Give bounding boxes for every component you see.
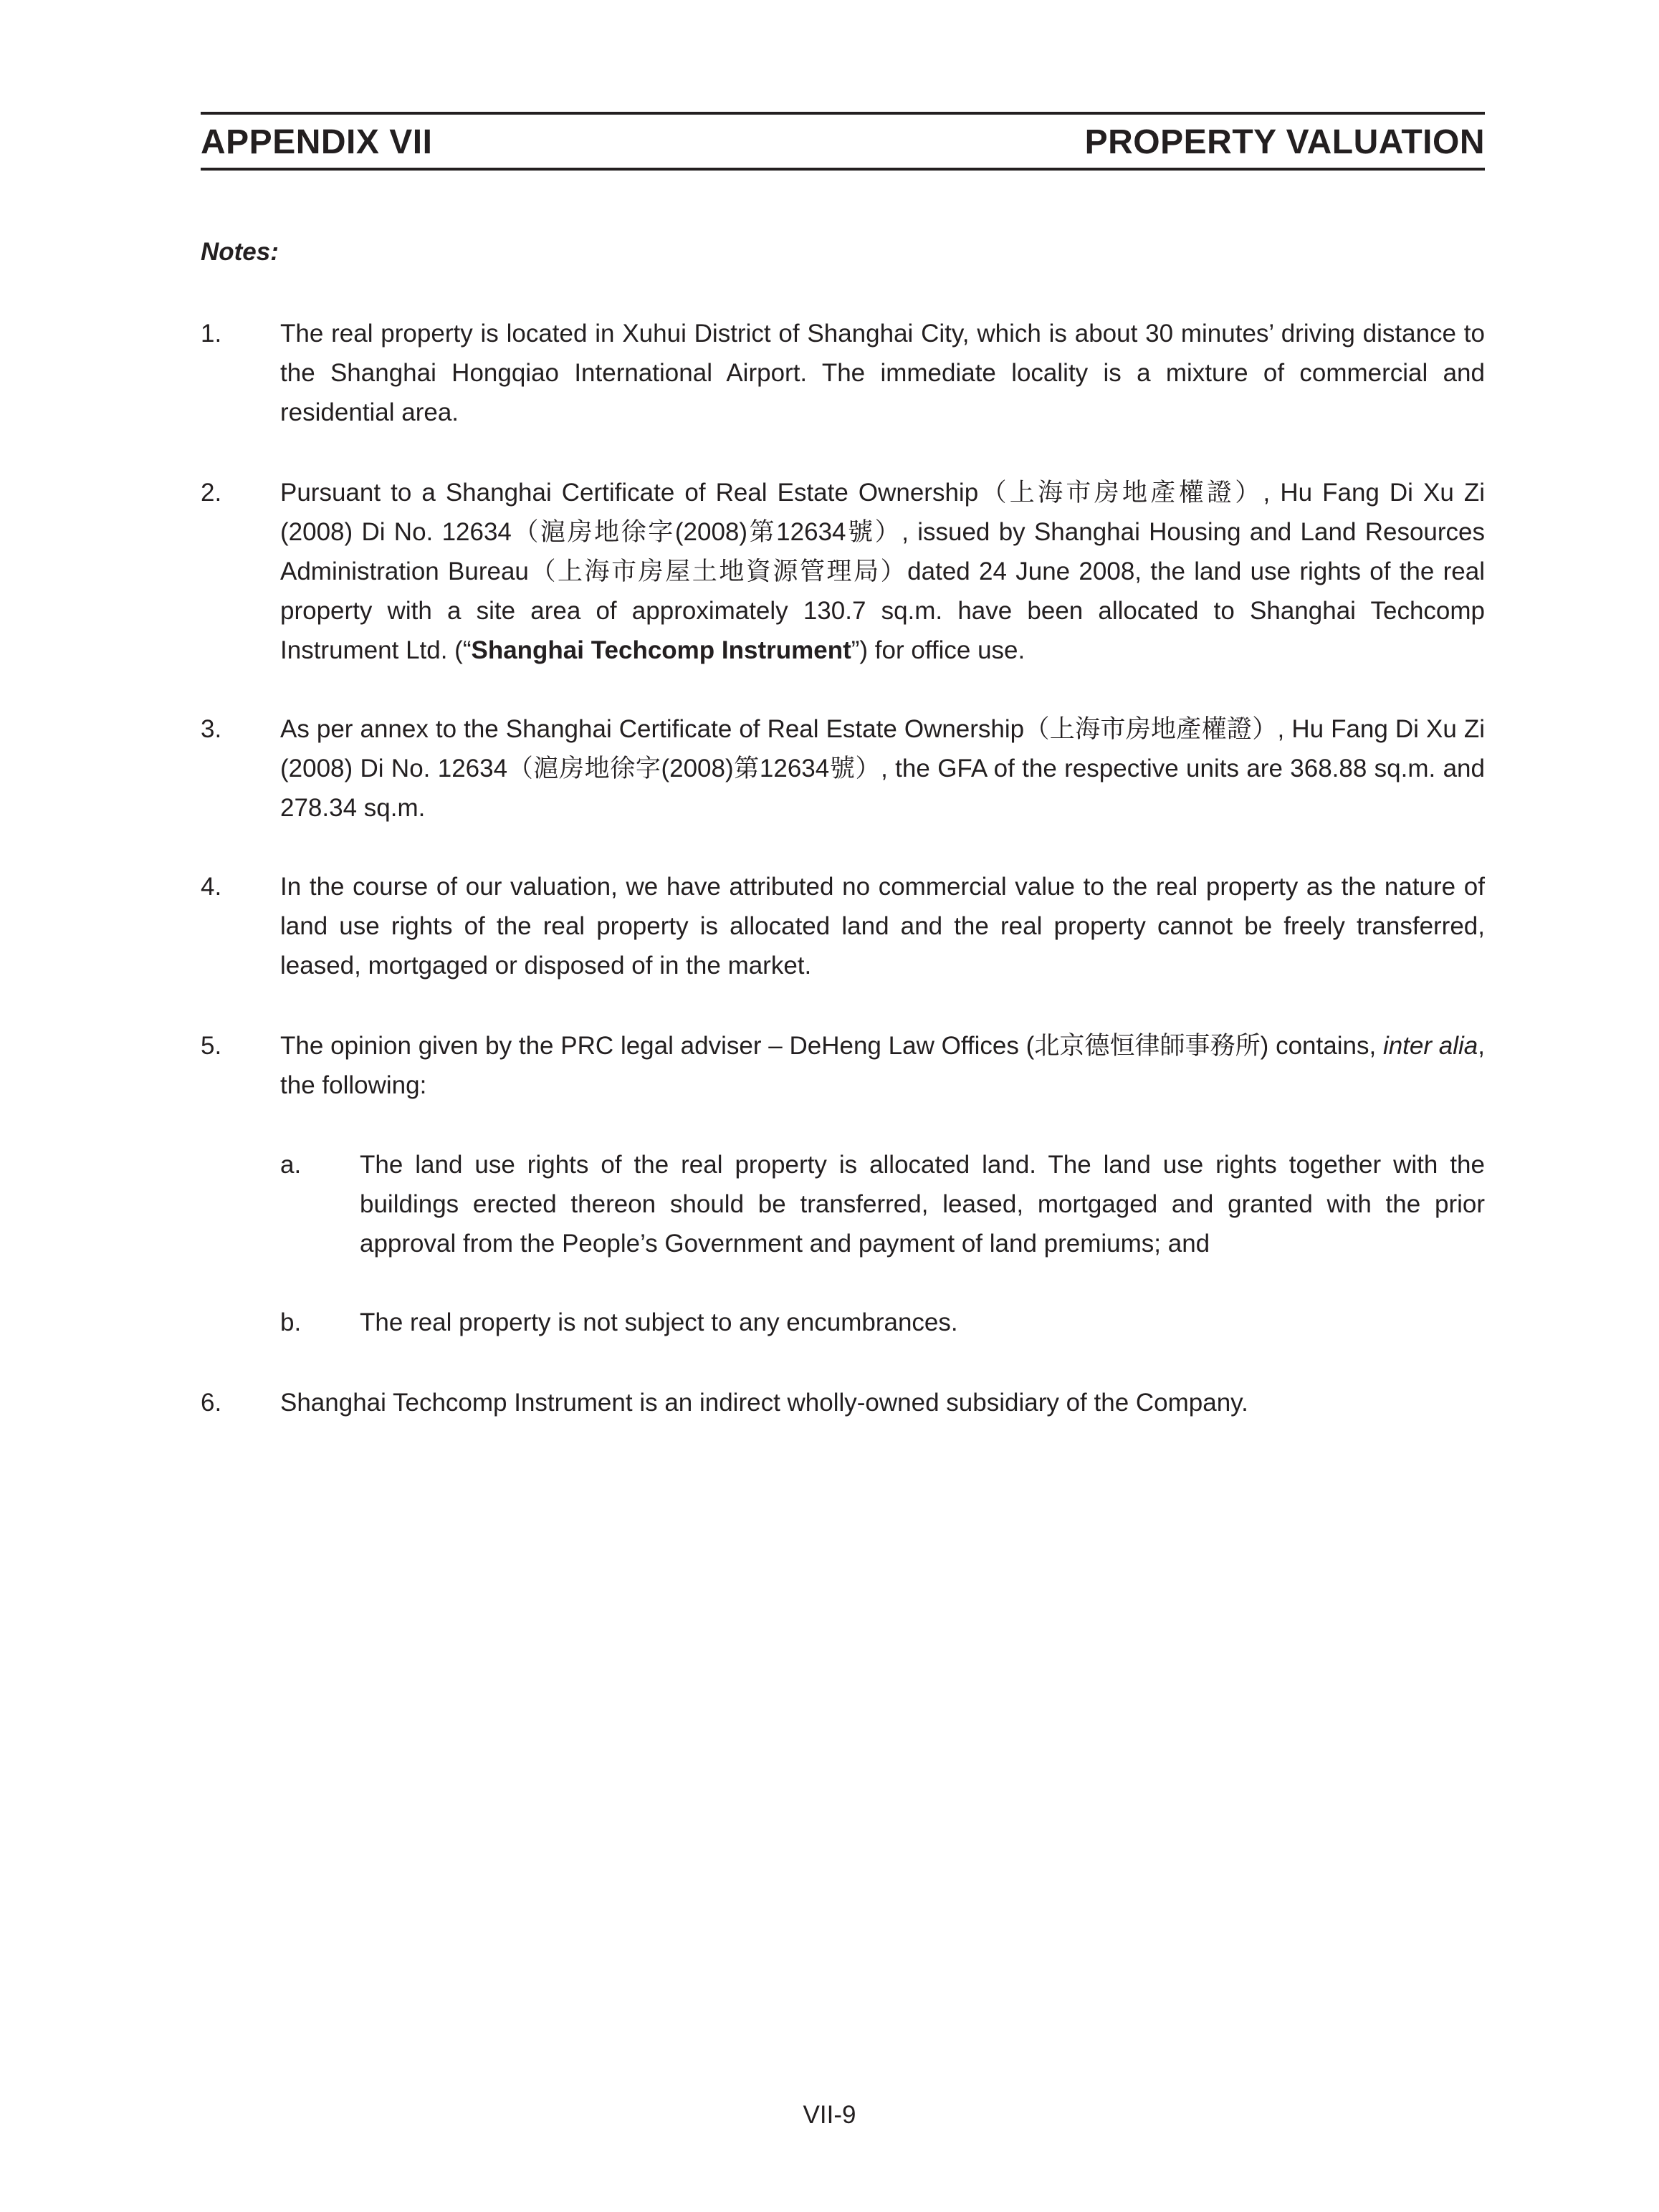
note-text: Shanghai Techcomp Instrument is an indirect wholly-owned subsidiary of the Company. [280,1389,1248,1417]
sub-item-letter: a. [280,1151,302,1179]
notes-heading: Notes: [201,238,279,266]
note-6 [201,1383,1485,1422]
note-text [280,473,1485,670]
note-text: In the course of our valuation, we have attributed no commercial value to the real property as the nature of land use rights of the real property is allocated land and the real property cannot be freely transferred, leased, mortgaged or disposed of in the market. [280,873,1485,980]
sub-item-b [280,1303,1485,1342]
note-text: As per annex to the Shanghai Certificate of Real Estate Ownership（上海市房地產權證）, Hu Fang Di Xu Zi (2008) Di No. 12634（滬房地徐字(2008)第12634號）, the GFA of the respective units are 368.88 sq.m. and 278.34 sq.m. [280,715,1485,822]
note-number: 6. [201,1389,222,1417]
note-text-part: ”) for office use. [851,636,1025,664]
note-number: 2. [201,479,222,507]
sub-item-letter: b. [280,1308,302,1336]
note-number: 1. [201,320,222,348]
note-text-part: , the following: [280,1032,1486,1099]
sub-item-a [280,1145,1485,1263]
note-text-part: Pursuant to a Shanghai Certificate of Real Estate Ownership（上海市房地產權證）, Hu Fang Di Xu Zi (2008) Di No. 12634（滬房地徐字(2008)第12634號）, issued by Shanghai Housing and Land Resources Administration Bureau（上海市房屋土地資源管理局）dated 24 June 2008, the land use rights of the real property with a site area of approximately 130.7 sq.m. have been allocated to Shanghai Techcomp Instrument Ltd. (“ [280,479,1485,664]
defined-term: Shanghai Techcomp Instrument [471,636,851,664]
note-text: The real property is located in Xuhui District of Shanghai City, which is about 30 minutes’ driving distance to the Shanghai Hongqiao International Airport. The immediate locality is a mixture of commercial and residential area. [280,320,1485,426]
section-title: PROPERTY VALUATION [1084,123,1485,161]
note-4 [201,867,1485,985]
note-5 [201,1026,1485,1105]
sub-item-text: The real property is not subject to any encumbrances. [360,1308,958,1336]
sub-item-text: The land use rights of the real property is allocated land. The land use rights together with the buildings erected thereon should be transferred, leased, mortgaged and granted with the prior approval from the People’s Government and payment of land premiums; and [360,1151,1485,1258]
note-2 [201,473,1485,670]
page-number: VII-9 [803,2101,856,2129]
appendix-title: APPENDIX VII [201,123,433,161]
note-number: 3. [201,715,222,743]
note-3 [201,709,1485,828]
note-number: 5. [201,1032,222,1060]
page-header [201,112,1485,171]
note-1 [201,314,1485,432]
note-text [280,1026,1485,1105]
note-number: 4. [201,873,222,901]
latin-term: inter alia [1382,1032,1478,1060]
note-text-part: The opinion given by the PRC legal adviser – DeHeng Law Offices (北京德恒律師事務所) contains, [280,1032,1383,1060]
